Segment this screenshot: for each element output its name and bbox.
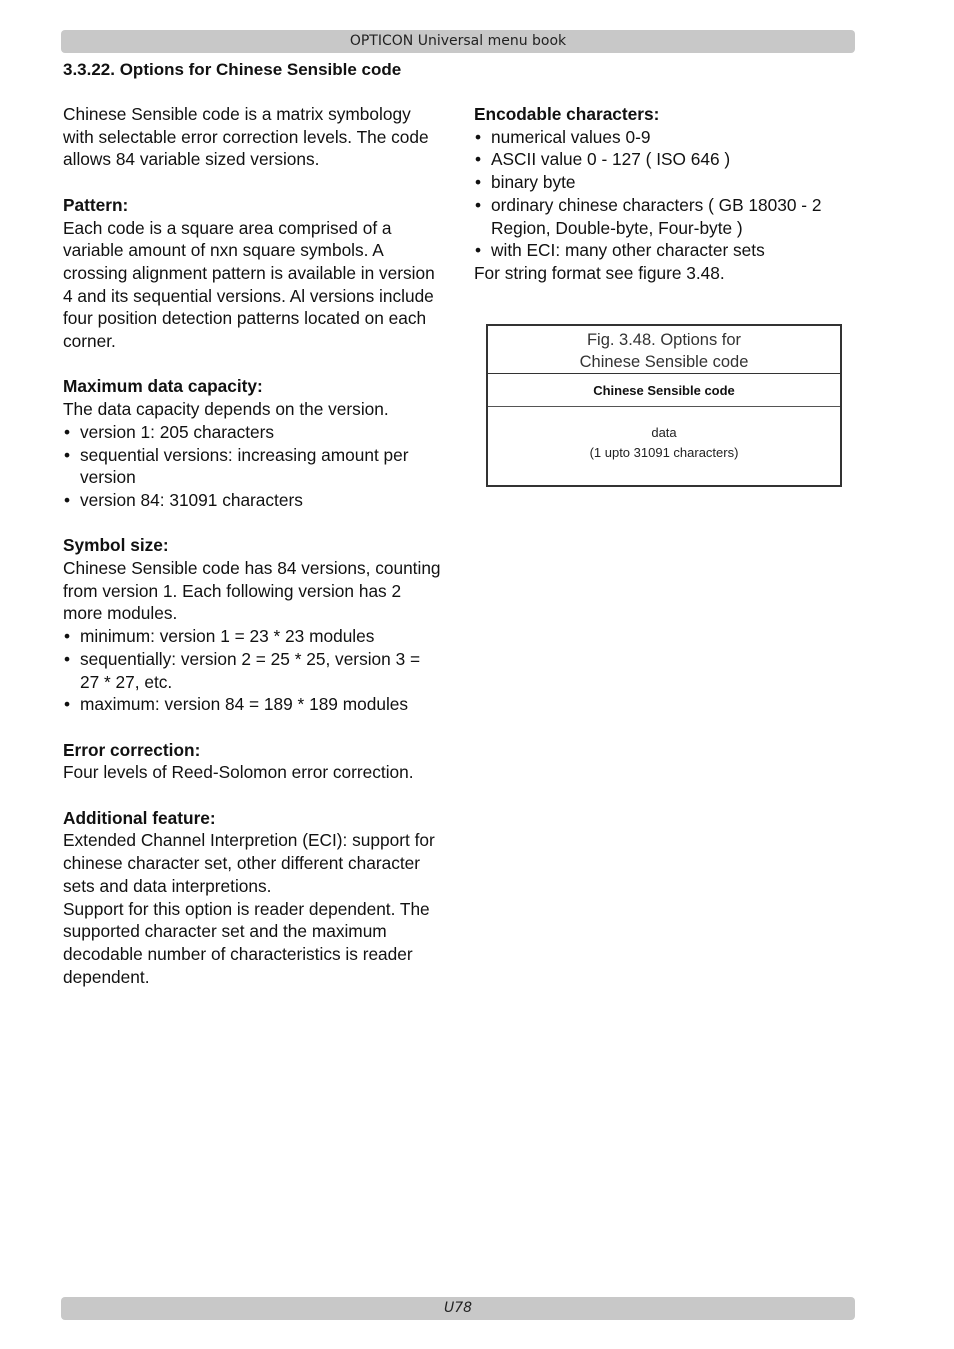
- figure-box: [486, 324, 842, 487]
- encodable-list: [474, 126, 854, 262]
- list-item: • numerical values 0-9: [474, 126, 854, 149]
- capacity-list: [63, 421, 443, 512]
- additional-feature-heading: Additional feature:: [63, 807, 216, 828]
- list-item: • binary byte: [474, 171, 854, 194]
- footer-bar: [61, 1297, 855, 1320]
- list-item: • maximum: version 84 = 189 * 189 modules: [63, 693, 443, 716]
- error-correction-section: [63, 739, 443, 784]
- symbol-size-section: [63, 534, 443, 716]
- left-column: [63, 103, 443, 1011]
- list-item: • ASCII value 0 - 127 ( ISO 646 ): [474, 148, 854, 171]
- figure-data-range: (1 upto 31091 characters): [589, 445, 739, 460]
- figure-caption-line-2: Chinese Sensible code: [579, 353, 749, 371]
- capacity-heading: Maximum data capacity:: [63, 376, 263, 397]
- page-number: U78: [443, 1300, 473, 1316]
- list-item: • sequential versions: increasing amount per version: [63, 444, 443, 489]
- figure-header: Chinese Sensible code: [488, 374, 840, 407]
- error-correction-heading: Error correction:: [63, 739, 201, 760]
- encodable-heading: Encodable characters:: [474, 104, 660, 124]
- list-item: • sequentially: version 2 = 25 * 25, version 3 = 27 * 27, etc.: [63, 648, 443, 693]
- section-title: 3.3.22. Options for Chinese Sensible code: [63, 60, 402, 79]
- figure-data-label: data: [651, 425, 677, 440]
- pattern-heading: Pattern:: [63, 194, 129, 215]
- figure-caption: [488, 326, 840, 374]
- capacity-section: [63, 375, 443, 511]
- list-item: • version 1: 205 characters: [63, 421, 443, 444]
- figure-body: [488, 407, 840, 463]
- error-correction-text: Four levels of Reed-Solomon error correction.: [63, 762, 414, 783]
- pattern-section: [63, 194, 443, 353]
- pattern-text: Each code is a square area comprised of a variable amount of nxn square symbols. A crossing alignment pattern is available in version 4 and its sequential versions. Al versions include four position detection patterns located on each corner.: [63, 217, 435, 352]
- symbol-size-list: [63, 625, 443, 716]
- intro-paragraph: Chinese Sensible code is a matrix symbology with selectable error correction levels. The code allows 84 variable sized versions.: [63, 104, 429, 170]
- list-item: • version 84: 31091 characters: [63, 489, 443, 512]
- figure-caption-line-1: Fig. 3.48. Options for: [586, 331, 742, 349]
- list-item: • minimum: version 1 = 23 * 23 modules: [63, 625, 443, 648]
- list-item: • with ECI: many other character sets: [474, 239, 854, 262]
- encodable-note: For string format see figure 3.48.: [474, 262, 725, 283]
- list-item: • ordinary chinese characters ( GB 18030 - 2 Region, Double-byte, Four-byte ): [474, 194, 854, 239]
- additional-feature-section: [63, 807, 443, 989]
- capacity-text: The data capacity depends on the version.: [63, 399, 389, 420]
- header-bar: [61, 30, 855, 53]
- header-title: OPTICON Universal menu book: [349, 33, 567, 49]
- additional-feature-text-2: Support for this option is reader dependent. The supported character set and the maximum decodable number of characteristics is reader dependent.: [63, 898, 430, 987]
- additional-feature-text: Extended Channel Interpretion (ECI): support for chinese character set, other different character sets and data interpretions.: [63, 830, 435, 896]
- symbol-size-text: Chinese Sensible code has 84 versions, counting from version 1. Each following version has 2 more modules.: [63, 558, 441, 624]
- symbol-size-heading: Symbol size:: [63, 535, 169, 556]
- right-column: [474, 103, 854, 285]
